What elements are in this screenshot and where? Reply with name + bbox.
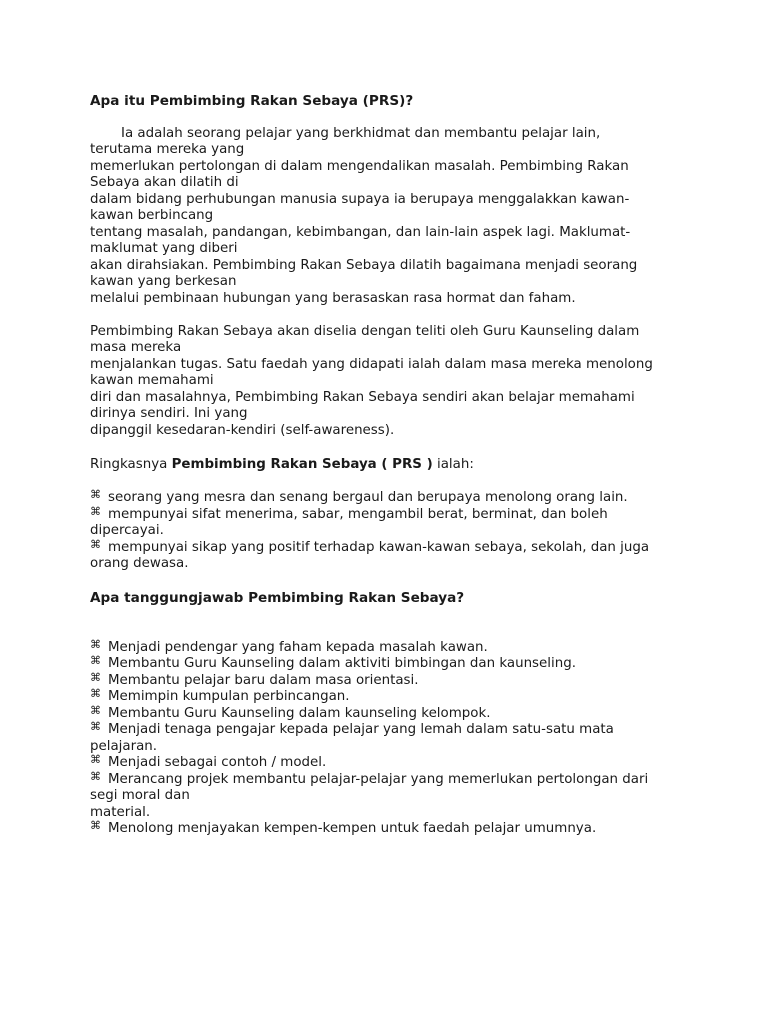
- bullet-icon: ⌘: [90, 770, 101, 783]
- bullet-icon: ⌘: [90, 505, 101, 518]
- paragraph-line: Sebaya akan dilatih di: [90, 175, 239, 190]
- bullet-icon: ⌘: [90, 720, 101, 733]
- section-heading-prs: Apa itu Pembimbing Rakan Sebaya (PRS)?: [90, 93, 414, 109]
- paragraph-line: tentang masalah, pandangan, kebimbangan, dan lain-lain aspek lagi. Maklumat-: [90, 225, 631, 240]
- paragraph-line: memerlukan pertolongan di dalam mengendalikan masalah. Pembimbing Rakan: [90, 159, 629, 174]
- summary-prefix: Ringkasnya: [90, 457, 172, 472]
- list-item-text: Menjadi pendengar yang faham kepada masalah kawan.: [108, 640, 488, 655]
- list-item: [90, 640, 488, 656]
- paragraph-line: kawan berbincang: [90, 208, 214, 223]
- list-item-text: Memimpin kumpulan perbincangan.: [108, 689, 350, 704]
- bullet-icon: ⌘: [90, 538, 101, 551]
- bullet-icon: ⌘: [90, 753, 101, 766]
- bullet-icon: ⌘: [90, 687, 101, 700]
- list-item-text: seorang yang mesra dan senang bergaul dan berupaya menolong orang lain.: [108, 490, 628, 505]
- list-item-text: Membantu Guru Kaunseling dalam aktiviti bimbingan dan kaunseling.: [108, 656, 576, 671]
- list-item: [90, 656, 576, 672]
- summary-line: [90, 457, 474, 473]
- list-item: [90, 821, 596, 837]
- bullet-icon: ⌘: [90, 671, 101, 684]
- list-item-text: Membantu Guru Kaunseling dalam kaunseling kelompok.: [108, 706, 491, 721]
- bullet-icon: ⌘: [90, 488, 101, 501]
- list-item-text: Merancang projek membantu pelajar-pelajar yang memerlukan pertolongan dari: [108, 772, 649, 787]
- paragraph-line: kawan memahami: [90, 373, 214, 388]
- list-item: [90, 706, 490, 722]
- bullet-icon: ⌘: [90, 819, 101, 832]
- list-item: [90, 673, 419, 689]
- list-item: [90, 490, 628, 506]
- paragraph-line: dalam bidang perhubungan manusia supaya ia berupaya menggalakkan kawan-: [90, 192, 630, 207]
- bullet-icon: ⌘: [90, 638, 101, 651]
- paragraph-line: maklumat yang diberi: [90, 241, 238, 256]
- list-item: [90, 772, 648, 788]
- paragraph-line: Pembimbing Rakan Sebaya akan diselia dengan teliti oleh Guru Kaunseling dalam: [90, 324, 640, 339]
- paragraph-line: melalui pembinaan hubungan yang berasaskan rasa hormat dan faham.: [90, 291, 576, 306]
- list-item-continuation: pelajaran.: [90, 739, 158, 754]
- list-item-text: Menjadi tenaga pengajar kepada pelajar yang lemah dalam satu-satu mata: [108, 722, 614, 737]
- list-item-text: Membantu pelajar baru dalam masa orientasi.: [108, 673, 419, 688]
- list-item-text: mempunyai sikap yang positif terhadap kawan-kawan sebaya, sekolah, dan juga: [108, 540, 650, 555]
- list-item-text: Menjadi sebagai contoh / model.: [108, 755, 327, 770]
- paragraph-line: menjalankan tugas. Satu faedah yang didapati ialah dalam masa mereka menolong: [90, 357, 653, 372]
- list-item-continuation: segi moral dan: [90, 788, 190, 803]
- paragraph-line: terutama mereka yang: [90, 142, 245, 157]
- paragraph-line: akan dirahsiakan. Pembimbing Rakan Sebaya dilatih bagaimana menjadi seorang: [90, 258, 638, 273]
- summary-bold-term: Pembimbing Rakan Sebaya ( PRS ): [171, 457, 433, 472]
- paragraph-line: diri dan masalahnya, Pembimbing Rakan Sebaya sendiri akan belajar memahami: [90, 390, 635, 405]
- list-item: [90, 722, 614, 738]
- summary-suffix: ialah:: [432, 457, 474, 472]
- list-item: [90, 540, 649, 556]
- list-item-continuation: orang dewasa.: [90, 556, 189, 571]
- list-item-text: mempunyai sifat menerima, sabar, mengambil berat, berminat, dan boleh: [108, 507, 608, 522]
- paragraph-line: Ia adalah seorang pelajar yang berkhidmat dan membantu pelajar lain,: [121, 126, 601, 141]
- list-item-continuation: material.: [90, 805, 151, 820]
- list-item-continuation: dipercayai.: [90, 523, 164, 538]
- paragraph-line: masa mereka: [90, 340, 182, 355]
- list-item: [90, 755, 326, 771]
- bullet-icon: ⌘: [90, 654, 101, 667]
- section-heading-responsibilities: Apa tanggungjawab Pembimbing Rakan Sebaya?: [90, 590, 465, 606]
- paragraph-line: dirinya sendiri. Ini yang: [90, 406, 248, 421]
- list-item: [90, 507, 608, 523]
- paragraph-line: kawan yang berkesan: [90, 274, 237, 289]
- list-item: [90, 689, 350, 705]
- list-item-text: Menolong menjayakan kempen-kempen untuk faedah pelajar umumnya.: [108, 821, 597, 836]
- paragraph-line: dipanggil kesedaran-kendiri (self-awareness).: [90, 423, 395, 438]
- bullet-icon: ⌘: [90, 704, 101, 717]
